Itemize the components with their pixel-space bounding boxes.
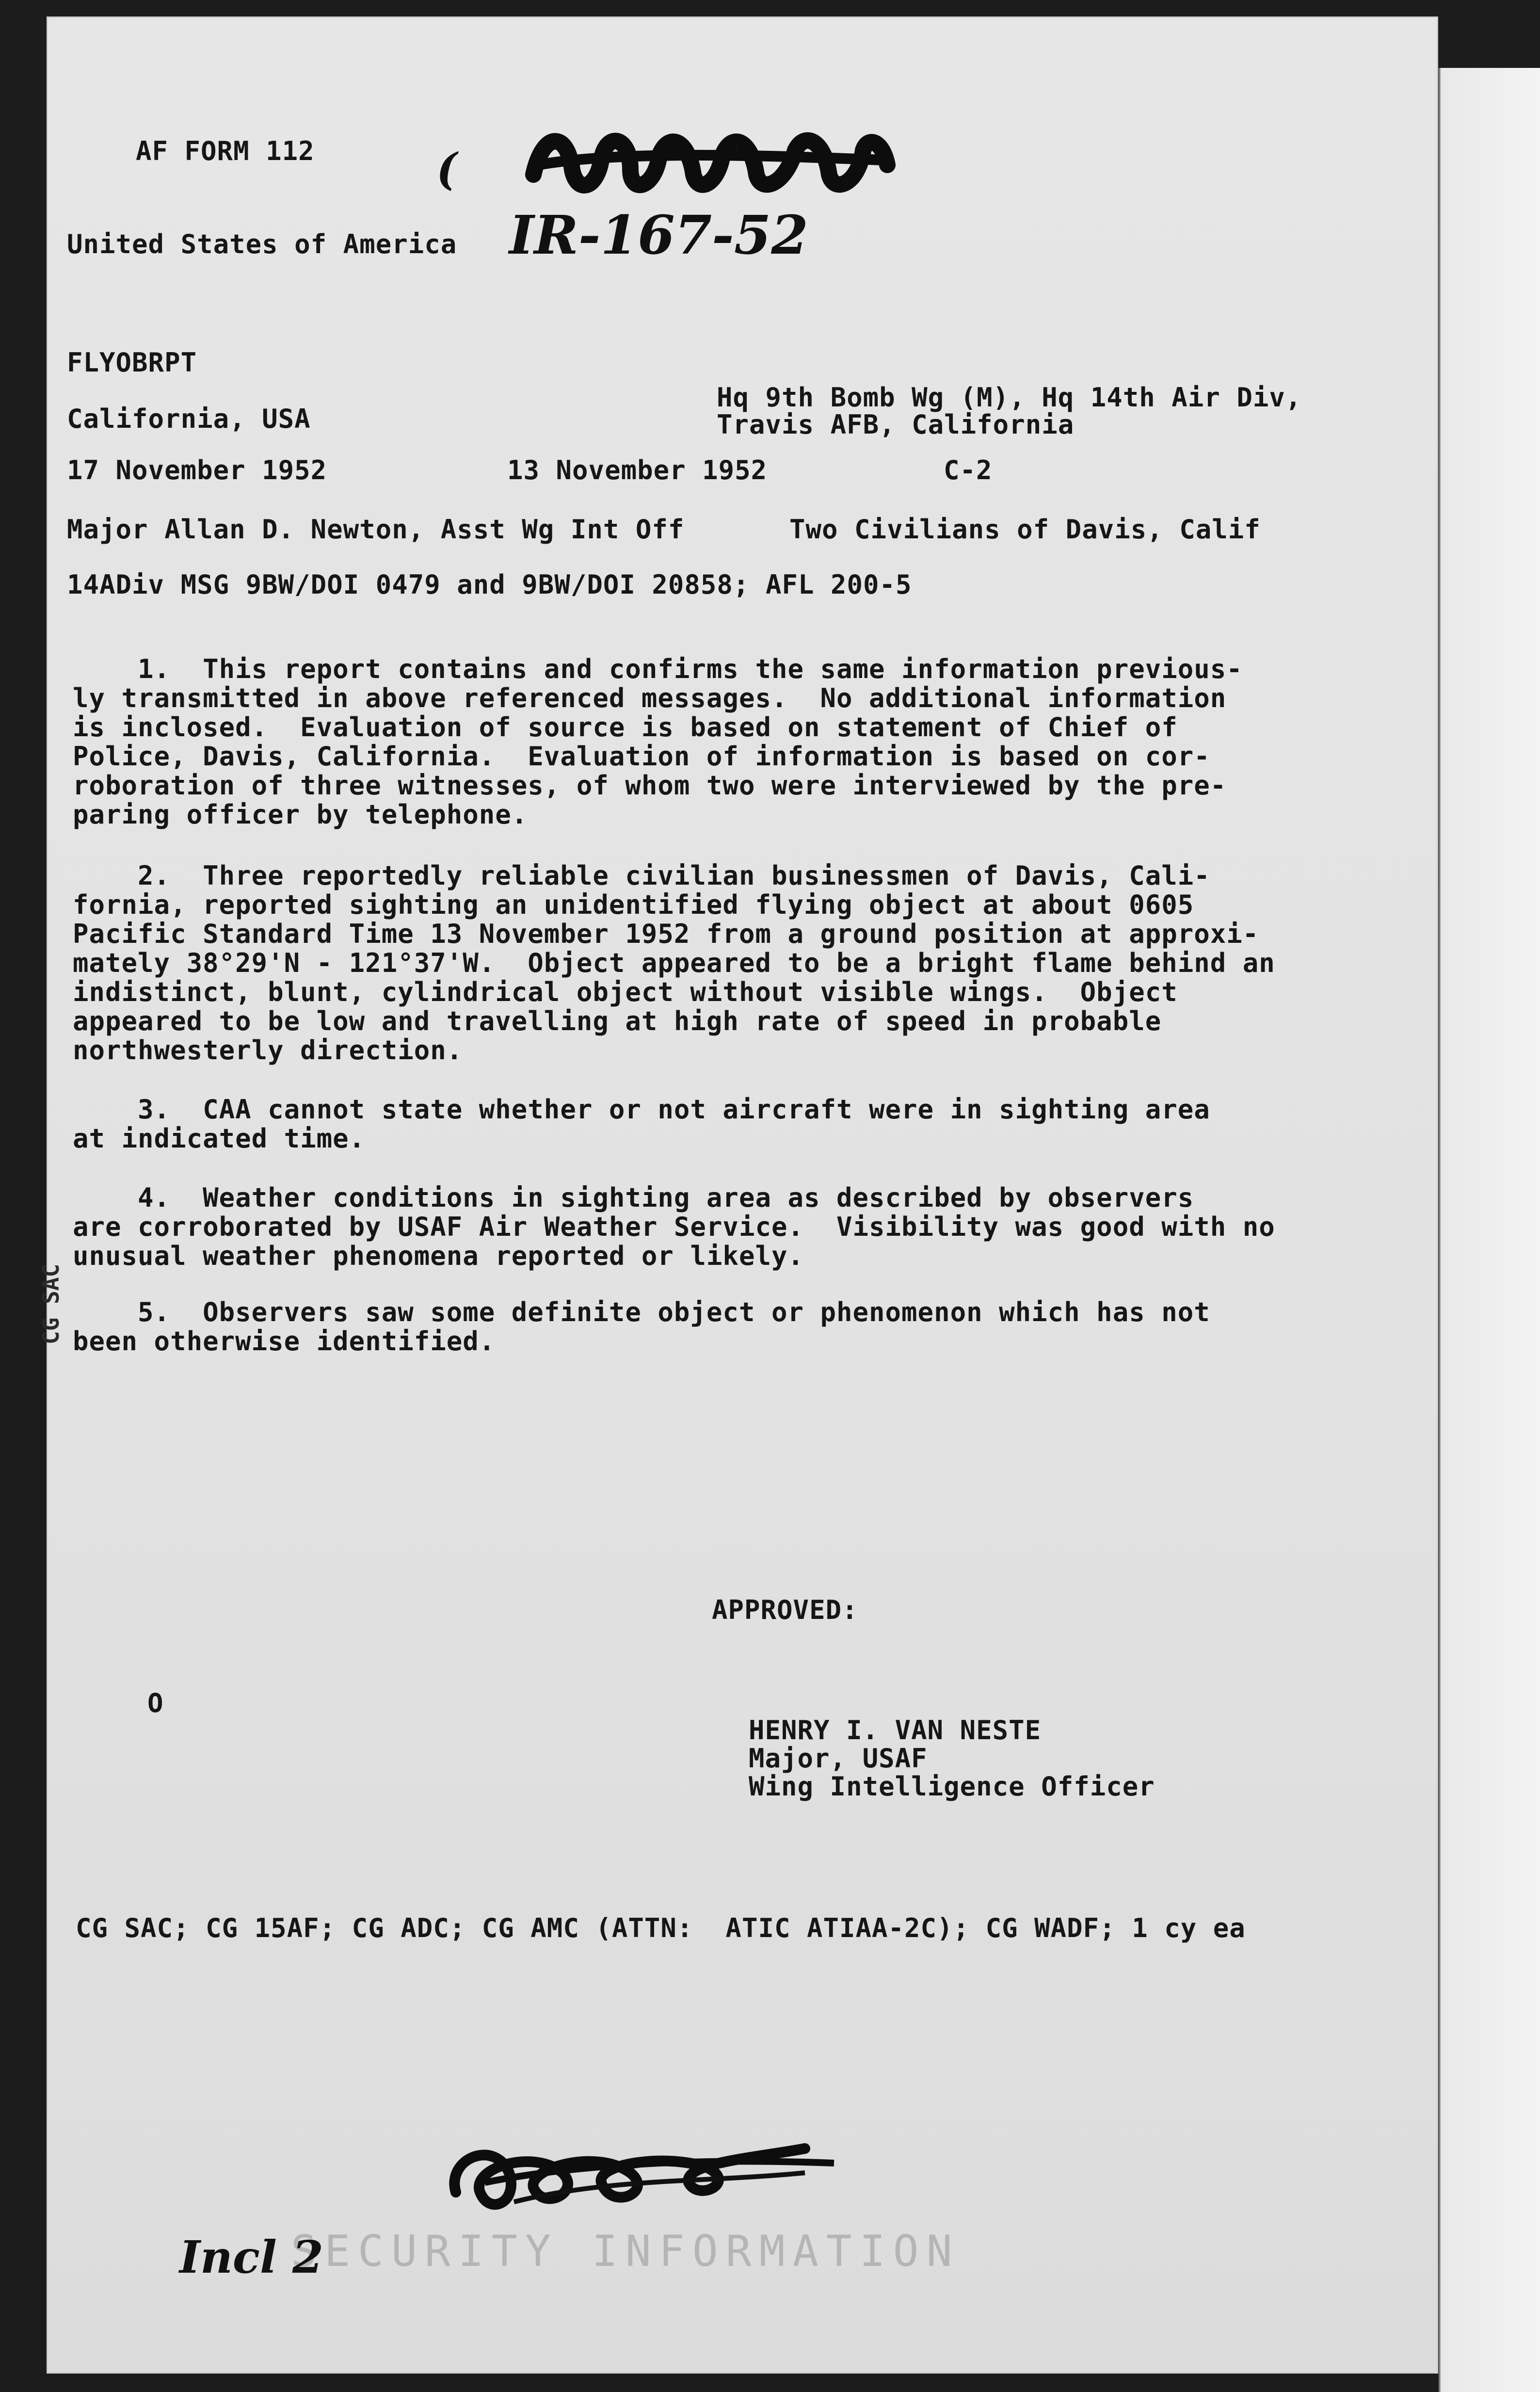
form-id: AF FORM 112 — [136, 136, 315, 166]
paren-mark: ( — [436, 144, 457, 195]
paragraph-line: paring officer by telephone. — [73, 799, 528, 830]
date-of-information: 13 November 1952 — [507, 455, 768, 485]
organization-line2: Travis AFB, California — [717, 409, 1075, 440]
security-stamp: SECURITY INFORMATION — [291, 2226, 960, 2276]
paragraph-line: at indicated time. — [73, 1123, 366, 1154]
signer-name: HENRY I. VAN NESTE — [749, 1715, 1042, 1746]
body-paragraph-2 — [73, 861, 1275, 1065]
paragraph-line: roboration of three witnesses, of whom two were interviewed by the pre- — [73, 770, 1227, 801]
report-type: FLYOBRPT — [67, 347, 197, 378]
source: Two Civilians of Davis, Calif — [789, 514, 1261, 545]
paragraph-line: 2. Three reportedly reliable civilian businessmen of Davis, Cali- — [73, 860, 1210, 891]
evaluation-code: C-2 — [944, 455, 993, 485]
paragraph-line: ly transmitted in above referenced messages. No additional information — [73, 683, 1227, 713]
redaction-scribble — [524, 121, 902, 204]
paragraph-line: fornia, reported sighting an unidentified flying object at about 0605 — [73, 889, 1194, 920]
paragraph-line: is inclosed. Evaluation of source is based on statement of Chief of — [73, 712, 1178, 743]
paragraph-line: 3. CAA cannot state whether or not aircraft were in sighting area — [73, 1094, 1210, 1125]
body-paragraph-5 — [73, 1298, 1210, 1356]
body-paragraph-4 — [73, 1183, 1275, 1271]
paragraph-line: Pacific Standard Time 13 November 1952 from a ground position at approxi- — [73, 919, 1259, 949]
paragraph-line: 1. This report contains and confirms the same information previous- — [73, 654, 1243, 684]
paragraph-line: been otherwise identified. — [73, 1326, 496, 1357]
page-edge — [1438, 68, 1540, 2392]
paragraph-line: are corroborated by USAF Air Weather Service. Visibility was good with no — [73, 1212, 1275, 1242]
handwritten-report-number: IR-167-52 — [509, 204, 808, 266]
inclosure-note: Incl 2 — [179, 2231, 323, 2283]
paragraph-line: Police, Davis, California. Evaluation of information is based on cor- — [73, 741, 1210, 772]
paragraph-line: unusual weather phenomena reported or likely. — [73, 1241, 804, 1271]
body-paragraph-1 — [73, 655, 1243, 829]
approved-label: APPROVED: — [712, 1595, 858, 1625]
country-label: United States of America — [67, 229, 457, 259]
prepared-by: Major Allan D. Newton, Asst Wg Int Off — [67, 514, 685, 545]
references: 14ADiv MSG 9BW/DOI 0479 and 9BW/DOI 20858; AFL 200-5 — [67, 569, 912, 600]
margin-note: CG SAC — [38, 1263, 64, 1344]
paragraph-line: northwesterly direction. — [73, 1035, 463, 1066]
body-paragraph-3 — [73, 1095, 1210, 1153]
signer-rank: Major, USAF — [749, 1743, 928, 1774]
paragraph-line: appeared to be low and travelling at high rate of speed in probable — [73, 1006, 1162, 1036]
date-of-report: 17 November 1952 — [67, 455, 327, 485]
paragraph-line: mately 38°29'N - 121°37'W. Object appeared to be a bright flame behind an — [73, 948, 1275, 978]
signer-title: Wing Intelligence Officer — [749, 1771, 1155, 1802]
paragraph-line: 5. Observers saw some definite object or phenomenon which has not — [73, 1297, 1210, 1327]
location: California, USA — [67, 404, 311, 434]
signature-scribble — [436, 2119, 873, 2246]
organization-line1: Hq 9th Bomb Wg (M), Hq 14th Air Div, — [717, 382, 1302, 413]
paragraph-line: indistinct, blunt, cylindrical object without visible wings. Object — [73, 977, 1178, 1007]
page-mark: O — [147, 1688, 164, 1718]
paragraph-line: 4. Weather conditions in sighting area as described by observers — [73, 1182, 1194, 1213]
distribution-list: CG SAC; CG 15AF; CG ADC; CG AMC (ATTN: ATIC ATIAA-2C); CG WADF; 1 cy ea — [76, 1913, 1246, 1943]
